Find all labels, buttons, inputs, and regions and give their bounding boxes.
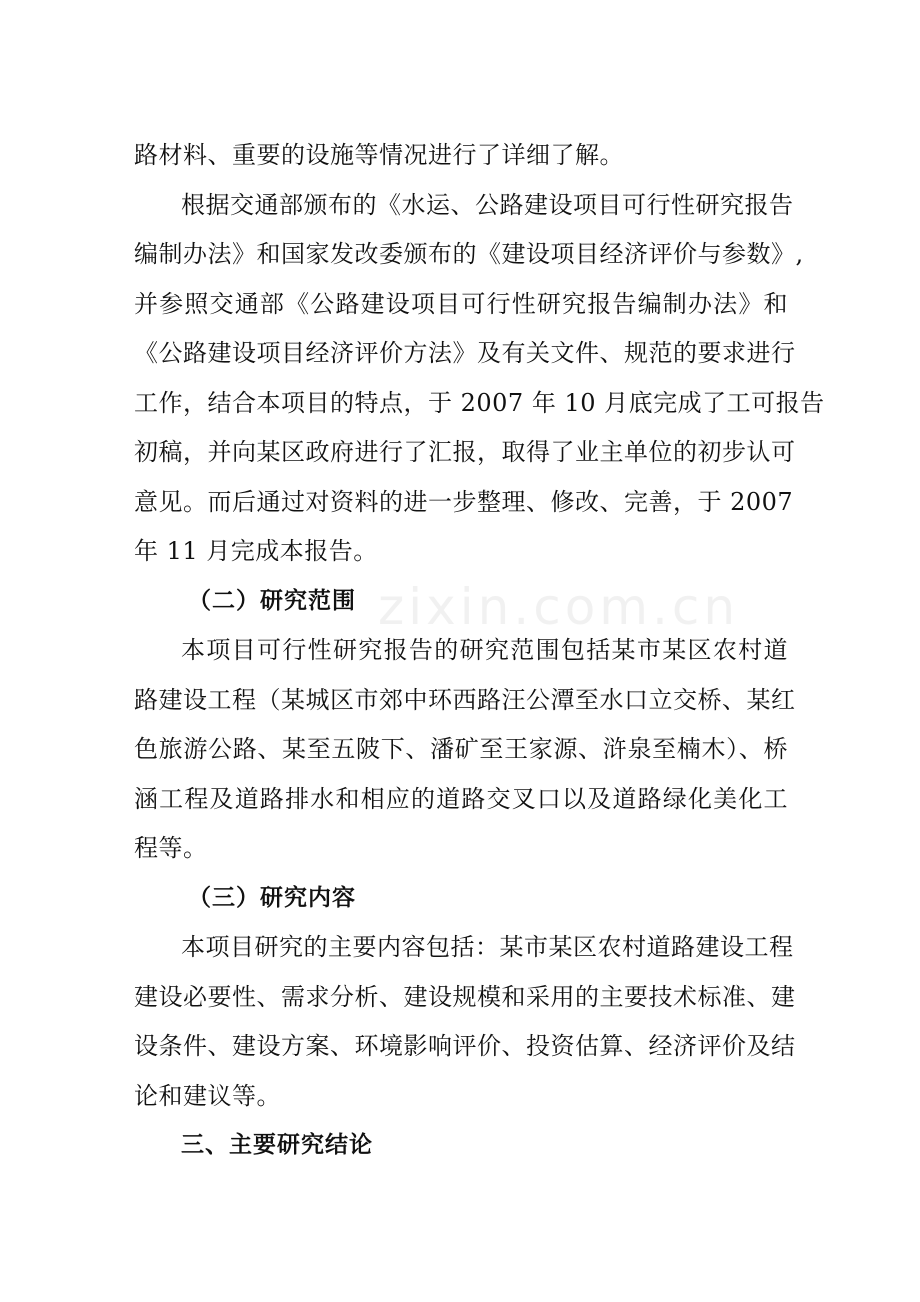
paragraph-line: 路材料、重要的设施等情况进行了详细了解。 — [134, 141, 624, 169]
paragraph-line: 意见。而后通过对资料的进一步整理、修改、完善，于 2007 — [134, 488, 794, 516]
paragraph-line: 论和建议等。 — [134, 1082, 281, 1110]
section-heading-content: （三）研究内容 — [188, 885, 356, 911]
paragraph-line: 建设必要性、需求分析、建设规模和采用的主要技术标准、建 — [134, 983, 796, 1011]
paragraph-line: 根据交通部颁布的《水运、公路建设项目可行性研究报告 — [181, 191, 794, 219]
paragraph-line: 程等。 — [134, 834, 208, 862]
paragraph-line: 本项目可行性研究报告的研究范围包括某市某区农村道 — [181, 636, 788, 664]
section-heading-conclusions: 三、主要研究结论 — [181, 1132, 373, 1158]
paragraph-line: 路建设工程（某城区市郊中环西路汪公潭至水口立交桥、某红 — [134, 686, 796, 714]
paragraph-line: 本项目研究的主要内容包括：某市某区农村道路建设工程 — [181, 933, 794, 961]
paragraph-line: 涵工程及道路排水和相应的道路交叉口以及道路绿化美化工 — [134, 785, 788, 813]
paragraph-line: 设条件、建设方案、环境影响评价、投资估算、经济评价及结 — [134, 1032, 796, 1060]
paragraph-line: 色旅游公路、某至五陂下、潘矿至王家源、浒泉至楠木）、桥 — [134, 735, 788, 763]
paragraph-line: 工作，结合本项目的特点，于 2007 年 10 月底完成了工可报告 — [134, 389, 825, 417]
paragraph-line: 《公路建设项目经济评价方法》及有关文件、规范的要求进行 — [134, 339, 796, 367]
paragraph-line: 年 11 月完成本报告。 — [134, 537, 378, 565]
watermark: zixin.com.cn — [378, 578, 740, 636]
section-heading-scope: （二）研究范围 — [188, 588, 356, 614]
paragraph-line: 编制办法》和国家发改委颁布的《建设项目经济评价与参数》, — [134, 240, 804, 268]
paragraph-line: 初稿，并向某区政府进行了汇报，取得了业主单位的初步认可 — [134, 438, 796, 466]
paragraph-line: 并参照交通部《公路建设项目可行性研究报告编制办法》和 — [134, 290, 788, 318]
